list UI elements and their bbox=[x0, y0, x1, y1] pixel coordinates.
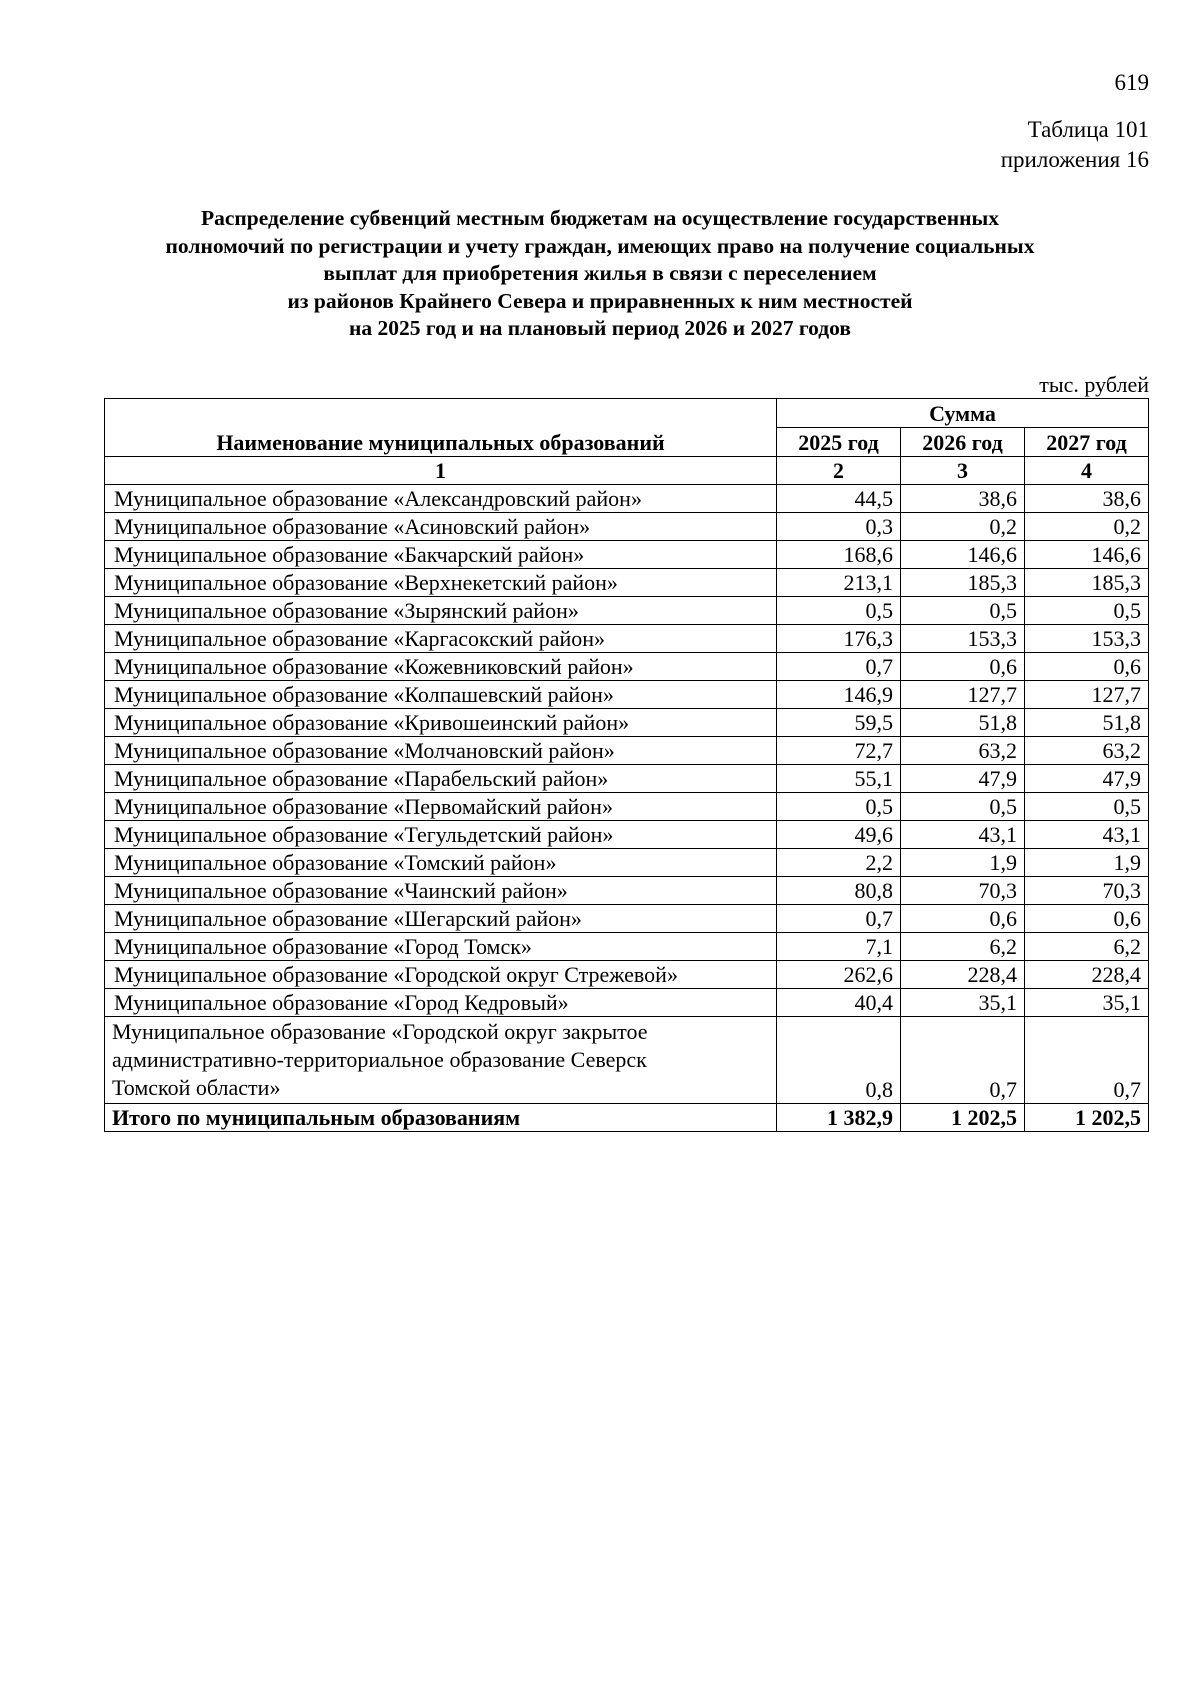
value-2027: 0,5 bbox=[1025, 793, 1149, 821]
header-sum: Сумма bbox=[777, 399, 1149, 428]
total-row bbox=[105, 1104, 1149, 1132]
value-2025: 146,9 bbox=[777, 681, 901, 709]
value-2025: 44,5 bbox=[777, 485, 901, 513]
value-2025: 72,7 bbox=[777, 737, 901, 765]
value-2026: 127,7 bbox=[901, 681, 1025, 709]
value-2027: 51,8 bbox=[1025, 709, 1149, 737]
table-row bbox=[105, 933, 1149, 961]
value-2026: 0,2 bbox=[901, 513, 1025, 541]
column-number: 1 bbox=[105, 457, 777, 485]
value-2026: 228,4 bbox=[901, 961, 1025, 989]
table-row bbox=[105, 849, 1149, 877]
value-2025: 80,8 bbox=[777, 877, 901, 905]
document-title bbox=[100, 205, 1100, 343]
header-year-2025: 2025 год bbox=[777, 428, 901, 457]
header-year-2027: 2027 год bbox=[1025, 428, 1149, 457]
value-2027: 6,2 bbox=[1025, 933, 1149, 961]
municipality-name: Муниципальное образование «Город Томск» bbox=[105, 933, 777, 961]
page-number: 619 bbox=[1114, 70, 1149, 95]
table-row bbox=[105, 961, 1149, 989]
table-row bbox=[105, 877, 1149, 905]
title-line: из районов Крайнего Севера и приравненных к ним местностей bbox=[287, 288, 913, 313]
municipality-name: Муниципальное образование «Чаинский район» bbox=[105, 877, 777, 905]
value-2026: 47,9 bbox=[901, 765, 1025, 793]
value-2027: 228,4 bbox=[1025, 961, 1149, 989]
municipality-name: Муниципальное образование «Молчановский район» bbox=[105, 737, 777, 765]
value-2025: 49,6 bbox=[777, 821, 901, 849]
total-2027: 1 202,5 bbox=[1025, 1104, 1149, 1132]
value-2027: 38,6 bbox=[1025, 485, 1149, 513]
value-2027: 0,6 bbox=[1025, 653, 1149, 681]
column-number: 4 bbox=[1025, 457, 1149, 485]
municipality-name: Муниципальное образование «Колпашевский район» bbox=[105, 681, 777, 709]
name-line: Муниципальное образование «Городской округ закрытое bbox=[112, 1019, 648, 1044]
table-row bbox=[105, 597, 1149, 625]
value-2025: 0,8 bbox=[777, 1017, 901, 1104]
value-2026: 146,6 bbox=[901, 541, 1025, 569]
value-2027: 0,6 bbox=[1025, 905, 1149, 933]
value-2025: 176,3 bbox=[777, 625, 901, 653]
value-2025: 55,1 bbox=[777, 765, 901, 793]
units-label: тыс. рублей bbox=[1039, 372, 1149, 397]
value-2026: 0,6 bbox=[901, 905, 1025, 933]
table-row bbox=[105, 569, 1149, 597]
value-2026: 185,3 bbox=[901, 569, 1025, 597]
value-2027: 1,9 bbox=[1025, 849, 1149, 877]
title-line: полномочий по регистрации и учету граждан, имеющих право на получение социальных bbox=[165, 233, 1035, 258]
municipality-name: Муниципальное образование «Городской округ Стрежевой» bbox=[105, 961, 777, 989]
header-municipality-name: Наименование муниципальных образований bbox=[105, 399, 777, 457]
municipality-name: Муниципальное образование «Зырянский район» bbox=[105, 597, 777, 625]
table-row bbox=[105, 485, 1149, 513]
value-2026: 153,3 bbox=[901, 625, 1025, 653]
value-2027: 0,7 bbox=[1025, 1017, 1149, 1104]
value-2026: 1,9 bbox=[901, 849, 1025, 877]
value-2026: 43,1 bbox=[901, 821, 1025, 849]
table-row bbox=[105, 765, 1149, 793]
total-label: Итого по муниципальным образованиям bbox=[105, 1104, 777, 1132]
municipality-name: Муниципальное образование «Томский район» bbox=[105, 849, 777, 877]
value-2025: 0,5 bbox=[777, 793, 901, 821]
column-number-row bbox=[105, 457, 1149, 485]
municipality-name: Муниципальное образование «Город Кедровый» bbox=[105, 989, 777, 1017]
total-2026: 1 202,5 bbox=[901, 1104, 1025, 1132]
municipality-name: Муниципальное образование «Кожевниковский район» bbox=[105, 653, 777, 681]
value-2025: 213,1 bbox=[777, 569, 901, 597]
value-2027: 35,1 bbox=[1025, 989, 1149, 1017]
municipality-name bbox=[105, 1017, 777, 1104]
municipality-name: Муниципальное образование «Парабельский район» bbox=[105, 765, 777, 793]
value-2027: 0,5 bbox=[1025, 597, 1149, 625]
table-row bbox=[105, 625, 1149, 653]
value-2025: 0,7 bbox=[777, 905, 901, 933]
value-2026: 6,2 bbox=[901, 933, 1025, 961]
value-2027: 185,3 bbox=[1025, 569, 1149, 597]
value-2025: 40,4 bbox=[777, 989, 901, 1017]
value-2026: 38,6 bbox=[901, 485, 1025, 513]
header-year-2026: 2026 год bbox=[901, 428, 1025, 457]
title-line: выплат для приобретения жилья в связи с переселением bbox=[323, 261, 877, 285]
municipality-name: Муниципальное образование «Александровский район» bbox=[105, 485, 777, 513]
table-ref-line-2: приложения 16 bbox=[1000, 147, 1149, 172]
value-2025: 262,6 bbox=[777, 961, 901, 989]
municipality-name: Муниципальное образование «Первомайский район» bbox=[105, 793, 777, 821]
municipality-name: Муниципальное образование «Каргасокский район» bbox=[105, 625, 777, 653]
column-number: 2 bbox=[777, 457, 901, 485]
municipality-name: Муниципальное образование «Бакчарский район» bbox=[105, 541, 777, 569]
value-2027: 63,2 bbox=[1025, 737, 1149, 765]
value-2026: 35,1 bbox=[901, 989, 1025, 1017]
value-2025: 0,3 bbox=[777, 513, 901, 541]
value-2026: 0,6 bbox=[901, 653, 1025, 681]
table-reference bbox=[1001, 115, 1149, 175]
value-2027: 127,7 bbox=[1025, 681, 1149, 709]
value-2027: 153,3 bbox=[1025, 625, 1149, 653]
table-row bbox=[105, 737, 1149, 765]
value-2025: 168,6 bbox=[777, 541, 901, 569]
table-row bbox=[105, 541, 1149, 569]
value-2027: 47,9 bbox=[1025, 765, 1149, 793]
value-2027: 43,1 bbox=[1025, 821, 1149, 849]
municipality-name: Муниципальное образование «Асиновский район» bbox=[105, 513, 777, 541]
municipality-name: Муниципальное образование «Верхнекетский район» bbox=[105, 569, 777, 597]
table-ref-line-1: Таблица 101 bbox=[1027, 117, 1149, 142]
table-row bbox=[105, 709, 1149, 737]
value-2025: 0,7 bbox=[777, 653, 901, 681]
table-row bbox=[105, 989, 1149, 1017]
value-2026: 51,8 bbox=[901, 709, 1025, 737]
value-2027: 0,2 bbox=[1025, 513, 1149, 541]
column-number: 3 bbox=[901, 457, 1025, 485]
value-2025: 0,5 bbox=[777, 597, 901, 625]
name-line: Томской области» bbox=[112, 1075, 281, 1100]
table-row bbox=[105, 793, 1149, 821]
title-line: Распределение субвенций местным бюджетам на осуществление государственных bbox=[200, 206, 1000, 230]
value-2026: 0,7 bbox=[901, 1017, 1025, 1104]
table-row bbox=[105, 1017, 1149, 1104]
value-2026: 70,3 bbox=[901, 877, 1025, 905]
value-2025: 7,1 bbox=[777, 933, 901, 961]
value-2026: 0,5 bbox=[901, 793, 1025, 821]
table-row bbox=[105, 653, 1149, 681]
value-2027: 70,3 bbox=[1025, 877, 1149, 905]
table-row bbox=[105, 513, 1149, 541]
total-2025: 1 382,9 bbox=[777, 1104, 901, 1132]
value-2026: 63,2 bbox=[901, 737, 1025, 765]
value-2027: 146,6 bbox=[1025, 541, 1149, 569]
value-2026: 0,5 bbox=[901, 597, 1025, 625]
municipality-name: Муниципальное образование «Кривошеинский район» bbox=[105, 709, 777, 737]
value-2025: 59,5 bbox=[777, 709, 901, 737]
municipality-name: Муниципальное образование «Тегульдетский район» bbox=[105, 821, 777, 849]
title-line: на 2025 год и на плановый период 2026 и 2027 годов bbox=[349, 316, 851, 340]
value-2025: 2,2 bbox=[777, 849, 901, 877]
municipality-name: Муниципальное образование «Шегарский район» bbox=[105, 905, 777, 933]
table-row bbox=[105, 905, 1149, 933]
table-row bbox=[105, 821, 1149, 849]
name-line: административно-территориальное образование Северск bbox=[112, 1047, 647, 1072]
table-row bbox=[105, 681, 1149, 709]
subsidy-table bbox=[104, 398, 1149, 1132]
